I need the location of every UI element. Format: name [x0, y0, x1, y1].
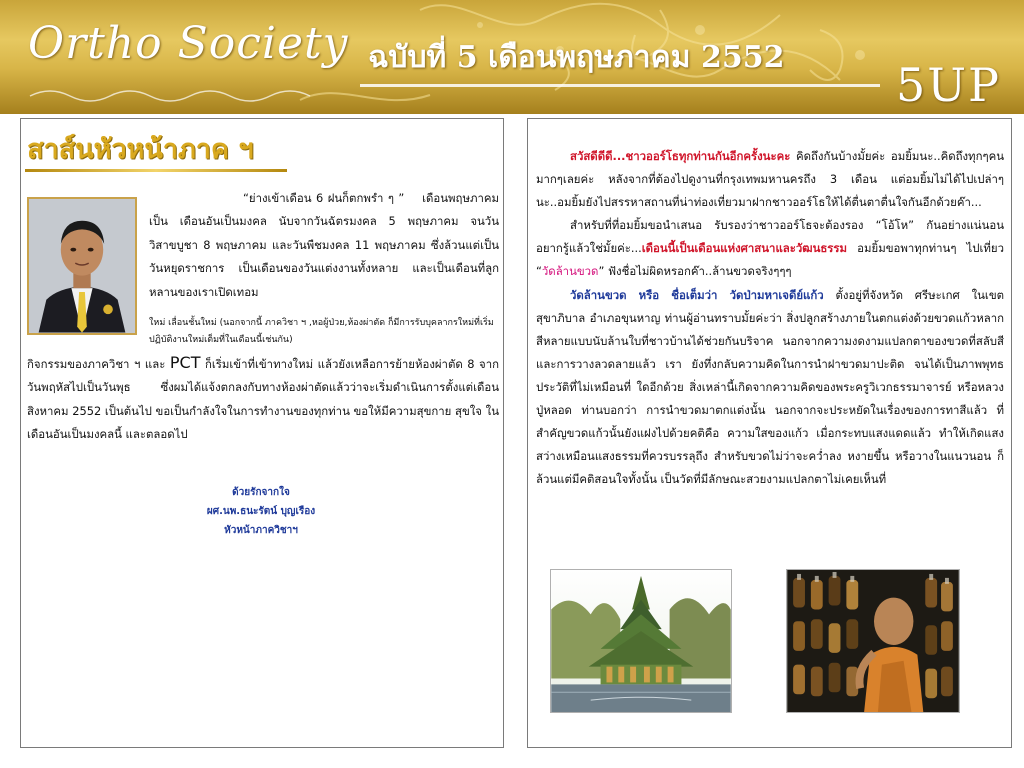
- paragraph-2-mid: อมยิ้มขอพาทุกท่านๆ ไปเที่ยว “: [536, 241, 1004, 279]
- banner-rule: [360, 84, 880, 87]
- article-paragraph-2: [536, 214, 1004, 283]
- issue-text: ฉบับที่ 5 เดือนพฤษภาคม 2552: [368, 40, 785, 75]
- left-panel: [20, 118, 504, 748]
- paragraph-1-text: คิดถึงกันบ้างมั้ยค่ะ อมยิ้มนะ..คิดถึงทุกๆคนมากๆเลยค่ะ หลังจากที่ต้องไปดูงานที่กรุงเทพมหานครถึง 3 เดือน แต่อมยิ้มไม่ได้ไปเปล่าๆนะ..อมยิ้มยังไปสรรหาสถานที่น่าท่องเที่ยวมาฝากชาวออร์โธให้ได้ตื่นตาตื่นใจกันอีกด้วยค๊า...: [536, 149, 1004, 210]
- body-after-pct: ก็เริ่มเข้าที่เข้าทางใหม่ แล้วยังเหลือการย้ายห้องผ่าตัด 8 จากวันพฤหัสไปเป็นวันพุธ ซึ่งผมได้แจ้งตกลงกับทางห้องผ่าตัดแล้วว่าจะเริ่มดำเนินการตั้งแต่เดือน สิงหาคม 2552 เป็นต้นไป ขอเป็นกำลังใจในการทำงานของทุกท่าน ขอให้มีความสุขกาย สุขใจ ในเดือนอันเป็นมงคลนี้ และตลอดไป: [27, 357, 500, 442]
- intro-paragraph: [149, 187, 499, 304]
- travel-article: [536, 145, 1004, 491]
- signature-block: [161, 483, 361, 540]
- intro-small-note: ใหม่ เลื่อนชั้นใหม่ (นอกจากนี้ ภาควิชา ฯ ,หอผู้ป่วย,ห้องผ่าตัด ก็มีการรับบุคลากรใหม่ที่เริ่มปฏิบัติงานใหม่เต็มที่ในเดือนนี้เช่นกัน): [149, 318, 494, 345]
- paragraph-2-highlight: เดือนนี้เป็นเดือนแห่งศาสนาและวัฒนธรรม: [641, 241, 848, 256]
- section-heading: สาส์นหัวหน้าภาค ฯ: [27, 134, 254, 165]
- society-title: Ortho Society: [28, 18, 349, 69]
- banner-mark: 5UP: [896, 58, 1001, 112]
- heading-underline: [25, 169, 287, 172]
- article-paragraph-1: [536, 145, 1004, 214]
- body-paragraph: [27, 351, 499, 447]
- paragraph-2-before: สำหรับที่ที่อมยิ้มขอนำเสนอ รับรองว่าชาวออร์โธจะต้องรอง “โอ้โห” กันอย่างแน่นอน อยากรู้แล้วใช่มั้ยค่ะ...: [536, 218, 1004, 256]
- temple-full-name: วัดล้านขวด หรือ ชื่อเต็มว่า วัดป่ามหาเจดีย์แก้ว: [570, 287, 824, 302]
- intro-text: เดือนพฤษภาคม เป็น เดือนอันเป็นมงคล นับจากวันฉัตรมงคล 5 พฤษภาคม จนวันวิสาขบูชา 8 พฤษภาคม และวันพืชมงคล 11 พฤษภาคม ซึ่งล้วนแต่เป็นวันหยุดราชการ เป็นเดือนของวันแต่งงานทั้งหลาย และเป็นเดือนที่ลูกหลานของเราเปิดเทอม: [149, 191, 499, 299]
- bottle-wall-monk-photo-icon: [786, 569, 960, 713]
- pct-label: PCT: [169, 353, 201, 372]
- greeting-text: สวัสดีดีดี...ชาวออร์โธทุกท่านกันอีกครั้งนะคะ: [570, 149, 791, 163]
- paragraph-3-text: ตั้งอยู่ที่จังหวัด ศรีษะเกศ ในเขตสุขาภิบาล อำเภอขุนหาญ ท่านผู้อ่านทราบมั้ยค่ะว่า สิ่งปลูกสร้างภายในตกแต่งด้วยขวดแก้วหลากสีหลายแบบนับล้านใบที่ชาวบ้านได้ช่วยกันบริจาค นอกจากความงดงามแปลกตาของขวดที่สลับสี และการวางลวดลายแล้ว เรา ยังทึ่งกลับความคิดในการนำฝาขวดมาปะติด จนได้เป็นภาพพุทธประวัติที่ไม่เหมือนที่ ใดอีกด้วย สิ่งเหล่านี้เกิดจากความคิดของพระครูวิเวกธรรมาจารย์ หรือหลวงปู่หลอด ท่านบอกว่า การนำขวดมาตกแต่งนั้น นอกจากจะประหยัดในเรื่องของการทาสีแล้ว ที่สำคัญขวดแก้วนั้นยังแฝงไปด้วยคติคือ ความใสของแก้ว เมื่อกระทบแสงแดดแล้ว ทำให้เกิดแสงสว่างเหมือนแสงธรรมที่ควรบรรลุถึง สำหรับขวดไม่ว่าจะคว่ำลง หงายขึ้น หรือวางในแนวนอน ก็ล้วนแต่มีคติสอนใจทั้งนั้น เป็นวัดที่มีลักษณะสวยงามแปลกตาไม่เคยเห็นที่: [536, 287, 1005, 487]
- intro-quote: “ย่างเข้าเดือน 6 ฝนก็ตกพรำ ๆ ”: [243, 191, 405, 205]
- signature-position: หัวหน้าภาควิชาฯ: [224, 525, 298, 536]
- header-banner: [0, 0, 1024, 114]
- paragraph-2-after: ” ฟังชื่อไม่ผิดหรอกค๊า..ล้านขวดจริงๆๆๆ: [598, 264, 792, 279]
- department-head-portrait-icon: [27, 197, 137, 335]
- glass-bottle-temple-photo-icon: [550, 569, 732, 713]
- temple-name-highlight: วัดล้านขวด: [541, 264, 599, 279]
- right-panel: [527, 118, 1012, 748]
- signature-line-1: ด้วยรักจากใจ: [232, 487, 290, 498]
- article-paragraph-3: [536, 284, 1004, 492]
- body-before-pct: กิจกรรมของภาควิชา ฯ และ: [27, 357, 166, 371]
- signature-name: ผศ.นพ.ธนะรัตน์ บุญเรือง: [206, 506, 316, 517]
